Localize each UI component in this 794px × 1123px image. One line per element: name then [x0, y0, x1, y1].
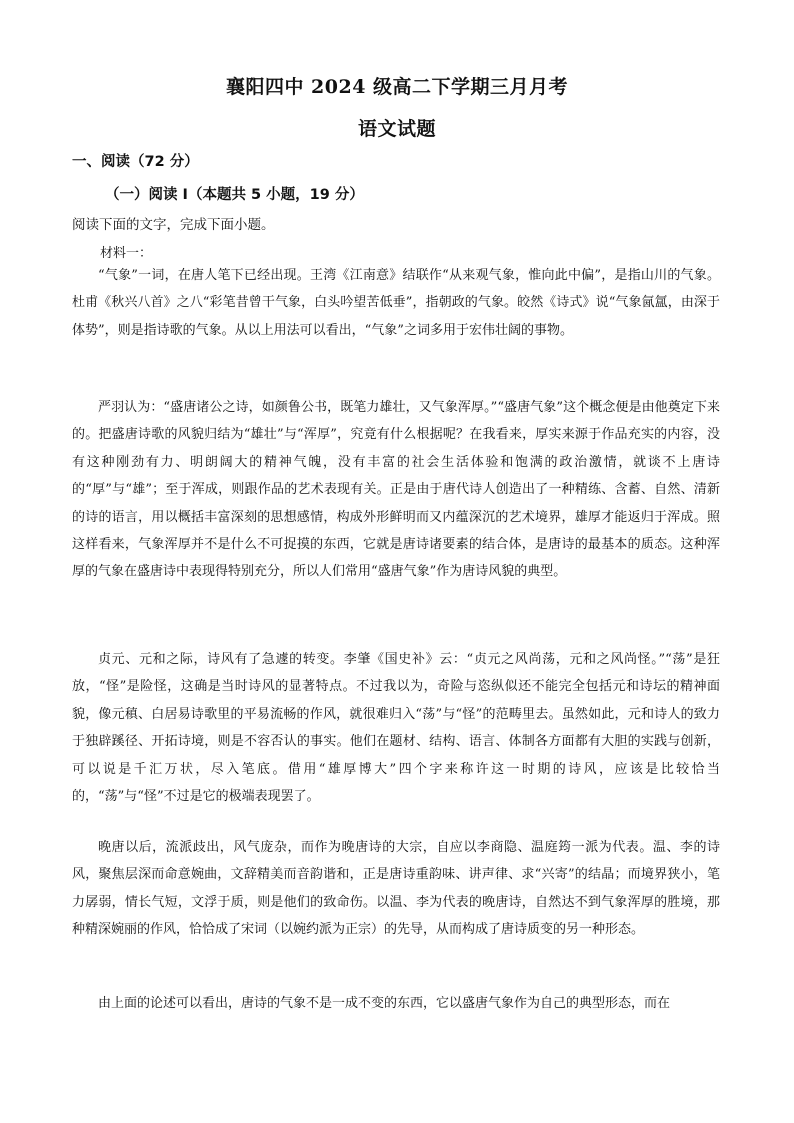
paragraph-1: “气象”一词，在唐人笔下已经出现。王湾《江南意》结联作“从来观气象，惟向此中偏”，是指山川的气象。杜甫《秋兴八首》之八“彩笔昔曾干气象，白头吟望苦低垂”，指朝政的气象。皎然《诗式》说“气象氤氲，由深于体势”，则是指诗歌的气象。从以上用法可以看出，“气象”之词多用于宏伟壮阔的事物。	[72, 268, 720, 338]
subsection-heading: （一）阅读 Ⅰ（本题共 5 小题，19 分）	[105, 187, 364, 203]
section-heading: 一、阅读（72 分）	[72, 154, 199, 170]
paragraph-5: 由上面的论述可以看出，唐诗的气象不是一成不变的东西，它以盛唐气象作为自己的典型形态，而在	[98, 996, 671, 1011]
exam-subtitle: 语文试题	[357, 118, 436, 140]
paragraph-2: 严羽认为：“盛唐诸公之诗，如颜鲁公书，既笔力雄壮，又气象浑厚。”“盛唐气象”这个概念便是由他奠定下来的。把盛唐诗歌的风貌归结为“雄壮”与“浑厚”，究竟有什么根据呢？在我看来，厚实来源于作品充实的内容，没有这种刚劲有力、明朗阔大的精神气魄，没有丰富的社会生活体验和饱满的政治激情，就谈不上唐诗的“厚”与“雄”；至于浑成，则跟作品的艺术表现有关。正是由于唐代诗人创造出了一种精练、含蓄、自然、清新的诗的语言，用以概括丰富深刻的思想感情，构成外形鲜明而又内蕴深沉的艺术境界，雄厚才能返归于浑成。照这样看来，气象浑厚并不是什么不可捉摸的东西，它就是唐诗诸要素的结合体，是唐诗的最基本的质态。这种浑厚的气象在盛唐诗中表现得特别充分，所以人们常用“盛唐气象”作为唐诗风貌的典型。	[72, 400, 720, 580]
exam-title: 襄阳四中 2024 级高二下学期三月月考	[225, 76, 569, 98]
paragraph-3: 贞元、元和之际，诗风有了急遽的转变。李肇《国史补》云：“贞元之风尚荡，元和之风尚怪。”“荡”是狂放，“怪”是险怪，这确是当时诗风的显著特点。不过我以为，奇险与恣纵似还不能完全包括元和诗坛的精神面貌，像元稹、白居易诗歌里的平易流畅的作风，就很难归入“荡”与“怪”的范畴里去。虽然如此，元和诗人的致力于独辟蹊径、开拓诗境，则是不容否认的事实。他们在题材、结构、语言、体制各方面都有大胆的实践与创新，可以说是千汇万状，尽入笔底。借用“雄厚博大”四个字来称许这一时期的诗风，应该是比较恰当的，“荡”与“怪”不过是它的极端表现罢了。	[72, 652, 720, 805]
material-label: 材料一：	[100, 246, 153, 261]
paragraph-4: 晚唐以后，流派歧出，风气庞杂，而作为晚唐诗的大宗，自应以李商隐、温庭筠一派为代表。温、李的诗风，聚焦层深而命意婉曲，文辞精美而音韵谐和，正是唐诗重韵味、讲声律、求“兴寄”的结晶；而境界狭小，笔力孱弱，情长气短，文浮于质，则是他们的致命伤。以温、李为代表的晚唐诗，自然达不到气象浑厚的胜境，那种精深婉丽的作风，恰恰成了宋词（以婉约派为正宗）的先导，从而构成了唐诗质变的另一种形态。	[72, 840, 720, 938]
instruction-text: 阅读下面的文字，完成下面小题。	[72, 217, 275, 233]
